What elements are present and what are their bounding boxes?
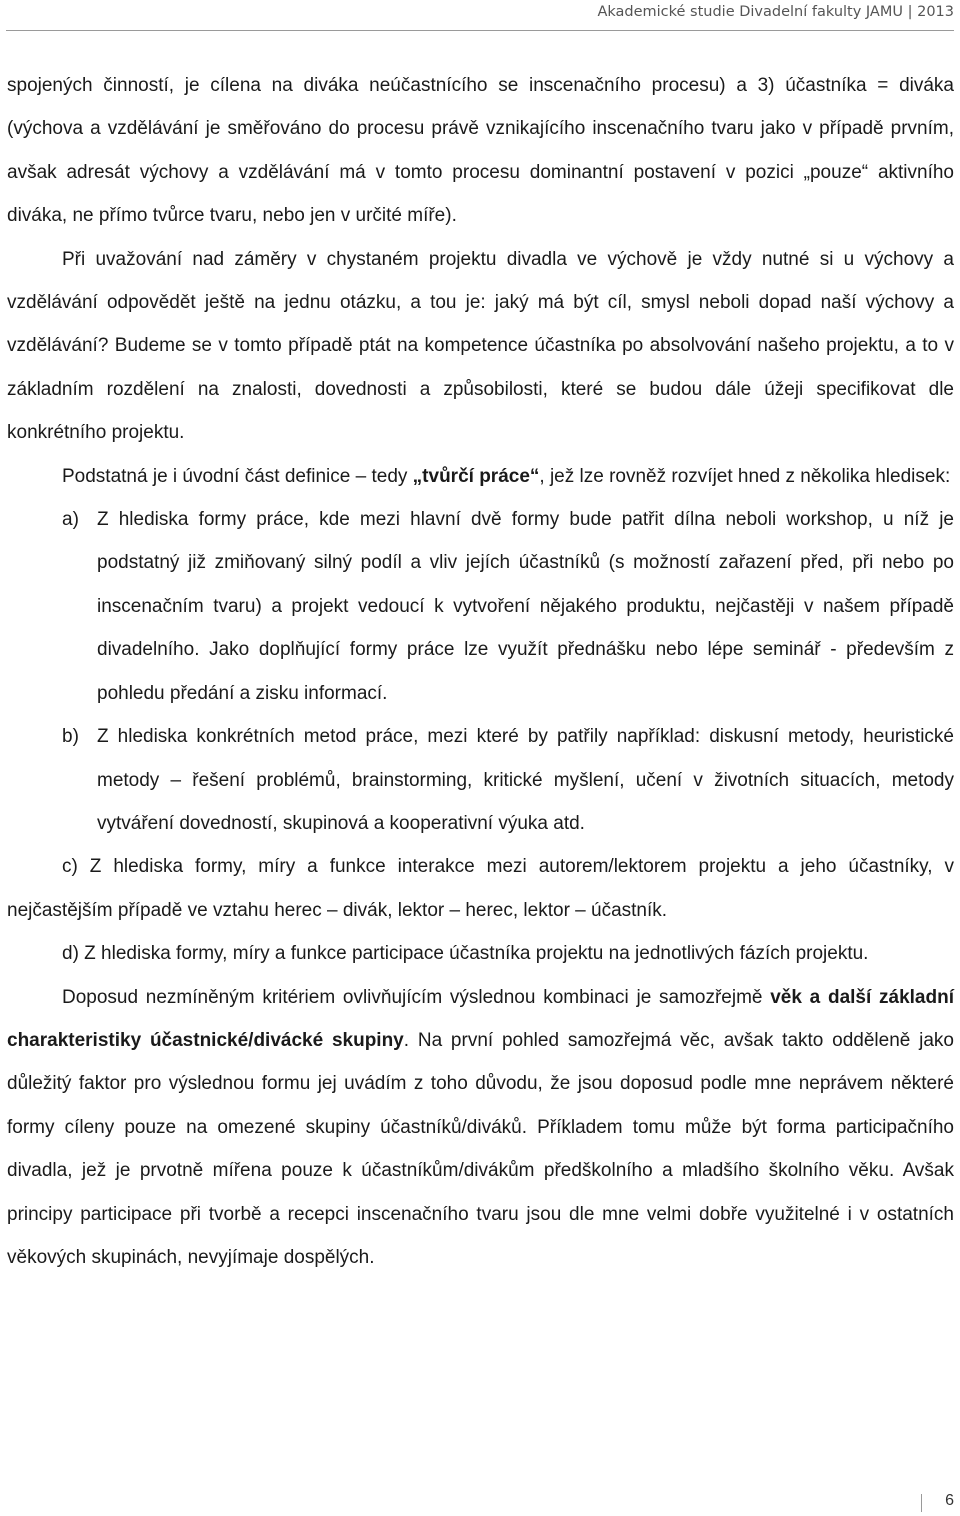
journal-title: Akademické studie Divadelní fakulty JAMU bbox=[597, 4, 903, 20]
page-footer bbox=[884, 1492, 954, 1514]
bold-term: věk a další základní charakteristiky účastnické/divácké skupiny bbox=[7, 986, 954, 1051]
running-header bbox=[597, 4, 954, 20]
journal-year: 2013 bbox=[917, 4, 954, 20]
header-rule bbox=[6, 30, 954, 31]
paragraph-item-d: d) Z hlediska formy, míry a funkce participace účastníka projektu na jednotlivých fázích projektu. bbox=[62, 943, 869, 965]
list-marker: b) bbox=[62, 726, 79, 748]
text-run: , jež lze rovněž rozvíjet hned z několika hledisek: bbox=[539, 465, 951, 487]
page-header bbox=[0, 0, 960, 30]
page-number: 6 bbox=[945, 1492, 954, 1509]
paragraph-continued: spojených činností, je cílena na diváka neúčastnícího se inscenačního procesu) a 3) účastníka = diváka (výchova a vzdělávání je směřováno do procesu právě vznikajícího inscenačního tvaru jako v případě prvním, avšak adresát výchovy a vzdělávání má v tomto procesu dominantní postavení v pozici „pouze“ aktivního diváka, ne přímo tvůrce tvaru, nebo jen v určité míře). bbox=[7, 75, 954, 227]
bold-term: „tvůrčí práce“ bbox=[412, 465, 540, 487]
paragraph-creative-work bbox=[7, 455, 954, 498]
text-run: Podstatná je i úvodní část definice – tedy bbox=[62, 465, 413, 487]
header-separator: | bbox=[907, 4, 918, 20]
footer-rule bbox=[921, 1494, 922, 1512]
paragraph-item-c: c) Z hlediska formy, míry a funkce interakce mezi autorem/lektorem projektu a jeho účastníky, v nejčastějším případě ve vztahu herec – divák, lektor – herec, lektor – účastník. bbox=[7, 856, 954, 921]
paragraph-goals: Při uvažování nad záměry v chystaném projektu divadla ve výchově je vždy nutné si u výchovy a vzdělávání odpovědět ještě na jednu otázku, a tou je: jaký má být cíl, smysl neboli dopad naší výchovy a vzdělávání? Budeme se v tomto případě ptát na kompetence účastníka po absolvování našeho projektu, a to v základním rozdělení na znalosti, dovednosti a způsobilosti, které se budou dále úžeji specifikovat dle konkrétního projektu. bbox=[7, 248, 954, 444]
list-item-text: Z hlediska formy práce, kde mezi hlavní dvě formy bude patřit dílna neboli workshop, u níž je podstatný již zmiňovaný silný podíl a vliv jejích účastníků (s možností zařazení před, při nebo po inscenačním tvaru) a projekt vedoucí k vytvoření nějakého produktu, nejčastěji v našem případě divadelního. Jako doplňující formy práce lze využít přednášku nebo lépe seminář - především z pohledu předání a zisku informací. bbox=[97, 509, 954, 704]
page-body bbox=[7, 64, 954, 1279]
paragraph-age bbox=[7, 976, 954, 1280]
list-item bbox=[7, 715, 954, 845]
list-item-text: Z hlediska konkrétních metod práce, mezi které by patřily například: diskusní metody, heuristické metody – řešení problémů, brainstorming, kritické myšlení, učení v životních situacích, metody vytváření dovedností, skupinová a kooperativní výuka atd. bbox=[97, 726, 954, 834]
list-marker: a) bbox=[62, 509, 79, 531]
text-run: Doposud nezmíněným kritériem ovlivňujícím výslednou kombinaci je samozřejmě bbox=[62, 986, 771, 1008]
aspects-list bbox=[7, 498, 954, 845]
text-run: . Na první pohled samozřejmá věc, avšak takto odděleně jako důležitý faktor pro výslednou formu jej uvádím z toho důvodu, že jsou doposud podle mne neprávem některé formy cíleny pouze na omezené skupiny účastníků/diváků. Příkladem tomu může být forma participačního divadla, jež je prvotně mířena pouze k účastníkům/divákům předškolního a mladšího školního věku. Avšak principy participace při tvorbě a recepci inscenačního tvaru jsou dle mne velmi dobře využitelné i v ostatních věkových skupinách, nevyjímaje dospělých. bbox=[7, 1029, 955, 1268]
list-item bbox=[7, 498, 954, 715]
